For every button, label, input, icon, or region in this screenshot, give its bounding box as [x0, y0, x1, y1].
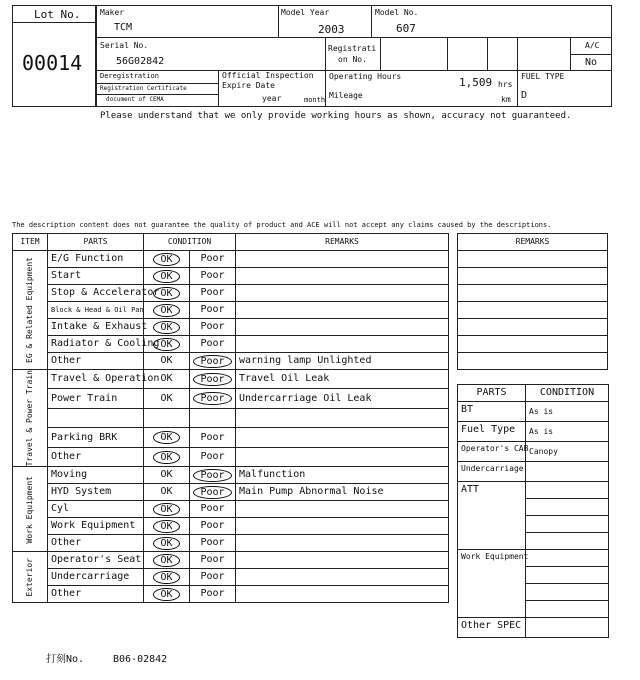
ok-circled: OK: [153, 503, 179, 516]
poor-cell: [190, 319, 236, 336]
side-part-cell: Other SPEC: [458, 618, 526, 638]
km-unit: km: [501, 95, 511, 104]
ok-cell: [144, 535, 190, 552]
side-remarks-row: [458, 285, 608, 302]
doc-cema-label: document of CEMA: [106, 96, 164, 103]
maker-value: TCM: [114, 22, 133, 33]
lot-number: 00014: [22, 51, 83, 75]
hours-note: Please understand that we only provide working hours as shown, accuracy not guaranteed.: [100, 111, 572, 121]
remark-cell: warning lamp Unlighted: [236, 353, 449, 370]
model-no-label: Model No.: [375, 8, 419, 17]
condition-row: [13, 586, 449, 603]
ok-cell: [144, 569, 190, 586]
remark-cell: [236, 569, 449, 586]
side-parts-row: [458, 422, 609, 442]
part-cell: Intake & Exhaust: [48, 319, 144, 336]
part-cell: Other: [48, 353, 144, 370]
poor-label: Poor: [200, 431, 225, 443]
side-parts-table: [457, 384, 609, 638]
side-remarks-row: [458, 336, 608, 353]
item-header: ITEM: [13, 234, 48, 251]
side-condition-cell: [526, 567, 609, 584]
side-remarks-cell: [458, 268, 608, 285]
fuel-type-label: FUEL TYPE: [521, 72, 565, 81]
remark-cell: Travel Oil Leak: [236, 370, 449, 389]
ok-cell: [144, 302, 190, 319]
poor-label: Poor: [200, 588, 225, 600]
poor-cell: [190, 268, 236, 285]
condition-row: [13, 251, 449, 268]
info-line-5: [570, 54, 611, 55]
poor-circled: Poor: [193, 355, 231, 368]
poor-cell: [190, 353, 236, 370]
info-vline-1: [278, 5, 279, 38]
ok-cell: [144, 408, 190, 427]
remark-cell: [236, 535, 449, 552]
part-cell: [48, 408, 144, 427]
side-part-cell: Operator's CAB: [458, 442, 526, 462]
poor-cell: [190, 428, 236, 447]
description-note: The description content does not guarantee the quality of product and ACE will not accept any claims caused by the descriptions.: [12, 221, 552, 229]
ok-cell: [144, 518, 190, 535]
ok-cell: [144, 268, 190, 285]
operating-hours-value: 1,509: [459, 76, 493, 89]
ok-cell: [144, 552, 190, 569]
side-remarks-cell: [458, 285, 608, 302]
fuel-type-value: D: [521, 90, 528, 101]
operating-hours-label: Operating Hours: [329, 72, 402, 81]
poor-circled: Poor: [193, 373, 231, 386]
registration-label-2: on No.: [338, 55, 367, 64]
part-cell: Moving: [48, 467, 144, 484]
remark-cell: Malfunction: [236, 467, 449, 484]
ok-circled: OK: [153, 321, 179, 334]
side-condition-cell: As is: [526, 422, 609, 442]
side-condition-header: CONDITION: [526, 385, 609, 402]
info-vline-8: [517, 37, 518, 106]
side-remarks-header-row: [458, 234, 608, 251]
remark-cell: [236, 268, 449, 285]
info-line-3: [96, 83, 218, 84]
part-cell: HYD System: [48, 484, 144, 501]
month-label: month: [304, 96, 326, 104]
condition-row: [13, 319, 449, 336]
info-line-2: [96, 70, 611, 71]
ok-circled: OK: [153, 304, 179, 317]
side-remarks-row: [458, 268, 608, 285]
side-condition-cell: Canopy: [526, 442, 609, 462]
poor-label: Poor: [200, 287, 225, 298]
poor-label: Poor: [200, 537, 225, 549]
item-group-label: Travel & Power Train: [25, 370, 34, 467]
model-year-label: Model Year: [281, 8, 330, 17]
part-cell: Undercarriage: [48, 569, 144, 586]
model-year-value: 2003: [318, 23, 345, 36]
poor-cell: [190, 336, 236, 353]
remarks-header: REMARKS: [236, 234, 449, 251]
ok-cell: [144, 428, 190, 447]
stamp-value: B06-02842: [113, 654, 168, 665]
ok-label: OK: [160, 355, 173, 366]
remark-cell: [236, 336, 449, 353]
side-remarks-cell: [458, 319, 608, 336]
poor-label: Poor: [200, 571, 225, 583]
side-remarks-row: [458, 251, 608, 268]
side-condition-cell: As is: [526, 402, 609, 422]
side-parts-row: [458, 482, 609, 499]
poor-cell: [190, 484, 236, 501]
remark-cell: [236, 586, 449, 603]
remark-cell: [236, 408, 449, 427]
poor-label: Poor: [200, 503, 225, 515]
ok-cell: [144, 353, 190, 370]
side-remarks-header: REMARKS: [458, 234, 608, 251]
poor-cell: [190, 501, 236, 518]
poor-cell: [190, 569, 236, 586]
item-group-cell: [13, 467, 48, 552]
item-group-label: Work Equipment: [25, 475, 34, 544]
poor-cell: [190, 285, 236, 302]
side-condition-cell: [526, 601, 609, 618]
ok-label: OK: [160, 486, 173, 498]
poor-circled: Poor: [193, 486, 231, 499]
condition-header: CONDITION: [144, 234, 236, 251]
part-cell: Other: [48, 586, 144, 603]
serial-label: Serial No.: [100, 41, 149, 50]
ok-circled: OK: [153, 253, 179, 266]
poor-cell: [190, 302, 236, 319]
condition-row: [13, 447, 449, 467]
ok-label: OK: [160, 392, 173, 404]
condition-row: [13, 353, 449, 370]
part-cell: Parking BRK: [48, 428, 144, 447]
model-no-value: 607: [396, 22, 416, 35]
info-vline-2: [371, 5, 372, 38]
inspection-label-2: Expire Date: [222, 81, 275, 90]
condition-table: [12, 233, 449, 603]
ok-circled: OK: [153, 520, 179, 533]
remark-cell: Main Pump Abnormal Noise: [236, 484, 449, 501]
side-condition-cell: [526, 533, 609, 550]
side-condition-cell: [526, 499, 609, 516]
condition-row: [13, 484, 449, 501]
deregistration-label: Deregistration: [100, 72, 160, 80]
side-remarks-cell: [458, 336, 608, 353]
ok-circled: OK: [153, 537, 179, 550]
poor-label: Poor: [200, 321, 225, 332]
condition-row: [13, 552, 449, 569]
ok-circled: OK: [153, 451, 179, 464]
info-vline-9: [570, 37, 571, 71]
ac-label: A/C: [585, 41, 600, 50]
remark-cell: [236, 285, 449, 302]
side-condition-cell: [526, 516, 609, 533]
mileage-label: Mileage: [329, 91, 363, 100]
poor-circled: Poor: [193, 469, 231, 482]
condition-row: [13, 569, 449, 586]
poor-cell: [190, 535, 236, 552]
ok-label: OK: [160, 469, 173, 481]
side-remarks-cell: [458, 302, 608, 319]
poor-cell: [190, 518, 236, 535]
side-parts-row: [458, 618, 609, 638]
ok-circled: OK: [153, 571, 179, 584]
side-part-cell: Undercarriage: [458, 462, 526, 482]
poor-label: Poor: [200, 338, 225, 349]
condition-row: [13, 428, 449, 447]
side-part-cell: Work Equipment: [458, 550, 526, 618]
side-part-cell: ATT: [458, 482, 526, 550]
condition-row: [13, 408, 449, 427]
condition-row: [13, 336, 449, 353]
side-remarks-row: [458, 302, 608, 319]
info-line-1: [96, 37, 611, 38]
ok-circled: OK: [153, 554, 179, 567]
reg-cert-label: Registration Certificate: [100, 85, 187, 92]
condition-row: [13, 302, 449, 319]
part-cell: E/G Function: [48, 251, 144, 268]
info-vline-5: [380, 37, 381, 71]
ok-cell: [144, 586, 190, 603]
poor-cell: [190, 389, 236, 408]
remark-cell: [236, 501, 449, 518]
ok-label: OK: [160, 373, 173, 385]
ok-cell: [144, 251, 190, 268]
side-remarks-row: [458, 319, 608, 336]
lot-label: Lot No.: [34, 8, 81, 21]
ok-circled: OK: [153, 338, 179, 351]
poor-cell: [190, 552, 236, 569]
side-parts-row: [458, 402, 609, 422]
ok-circled: OK: [153, 287, 179, 300]
ok-circled: OK: [153, 588, 179, 601]
ok-circled: OK: [153, 431, 179, 444]
condition-row: [13, 518, 449, 535]
year-label: year: [262, 94, 282, 103]
ok-cell: [144, 319, 190, 336]
poor-label: Poor: [200, 554, 225, 566]
poor-cell: [190, 467, 236, 484]
registration-label-1: Registrati: [328, 44, 377, 53]
hrs-unit: hrs: [498, 80, 513, 89]
ok-cell: [144, 389, 190, 408]
side-remarks-row: [458, 353, 608, 370]
remark-cell: [236, 319, 449, 336]
side-part-cell: BT: [458, 402, 526, 422]
info-vline-3: [218, 70, 219, 106]
side-condition-cell: [526, 584, 609, 601]
remark-cell: [236, 428, 449, 447]
part-cell: Other: [48, 447, 144, 467]
part-cell: Cyl: [48, 501, 144, 518]
condition-row: [13, 535, 449, 552]
part-cell: Work Equipment: [48, 518, 144, 535]
ac-value: No: [585, 57, 598, 68]
remark-cell: [236, 447, 449, 467]
serial-value: 56G02842: [116, 56, 165, 67]
info-vline-7: [487, 37, 488, 71]
item-group-label: Exterior: [25, 558, 34, 597]
condition-row: [13, 467, 449, 484]
side-remarks-cell: [458, 251, 608, 268]
condition-header-row: [13, 234, 449, 251]
poor-label: Poor: [200, 451, 225, 463]
side-parts-row: [458, 462, 609, 482]
part-cell: Travel & Operation: [48, 370, 144, 389]
part-cell: Start: [48, 268, 144, 285]
side-condition-cell: [526, 618, 609, 638]
side-condition-cell: [526, 550, 609, 567]
part-cell: Stop & Accelerator: [48, 285, 144, 302]
side-remarks-cell: [458, 353, 608, 370]
side-remarks-table: [457, 233, 608, 370]
side-condition-cell: [526, 462, 609, 482]
ok-circled: OK: [153, 270, 179, 283]
item-group-cell: [13, 370, 48, 467]
remark-cell: [236, 552, 449, 569]
side-parts-header-row: [458, 385, 609, 402]
side-condition-cell: [526, 482, 609, 499]
info-vline-6: [447, 37, 448, 71]
part-cell: Radiator & Cooling: [48, 336, 144, 353]
condition-row: [13, 370, 449, 389]
part-cell: Block & Head & Oil Pan: [48, 302, 144, 319]
ok-cell: [144, 484, 190, 501]
lot-divider: [12, 22, 95, 23]
condition-row: [13, 389, 449, 408]
condition-row: [13, 501, 449, 518]
poor-cell: [190, 447, 236, 467]
part-cell: Operator's Seat: [48, 552, 144, 569]
info-line-4: [96, 94, 218, 95]
side-parts-row: [458, 550, 609, 567]
poor-label: Poor: [200, 270, 225, 281]
side-parts-header: PARTS: [458, 385, 526, 402]
poor-label: Poor: [200, 304, 225, 315]
poor-cell: [190, 586, 236, 603]
remark-cell: Undercarriage Oil Leak: [236, 389, 449, 408]
item-group-label: EG & Related Equipment: [25, 257, 34, 363]
info-vline-4: [325, 37, 326, 106]
part-cell: Other: [48, 535, 144, 552]
condition-row: [13, 268, 449, 285]
remark-cell: [236, 251, 449, 268]
poor-label: Poor: [200, 520, 225, 532]
ok-cell: [144, 501, 190, 518]
poor-cell: [190, 251, 236, 268]
condition-row: [13, 285, 449, 302]
side-parts-row: [458, 442, 609, 462]
poor-circled: Poor: [193, 392, 231, 405]
ok-cell: [144, 447, 190, 467]
parts-header: PARTS: [48, 234, 144, 251]
item-group-cell: [13, 552, 48, 603]
part-cell: Power Train: [48, 389, 144, 408]
inspection-label-1: Official Inspection: [222, 71, 314, 80]
side-part-cell: Fuel Type: [458, 422, 526, 442]
poor-label: Poor: [200, 253, 225, 264]
poor-cell: [190, 370, 236, 389]
stamp-label: 打刻No.: [46, 654, 85, 665]
maker-label: Maker: [100, 8, 125, 17]
remark-cell: [236, 302, 449, 319]
item-group-cell: [13, 251, 48, 370]
remark-cell: [236, 518, 449, 535]
poor-cell: [190, 408, 236, 427]
ok-cell: [144, 467, 190, 484]
